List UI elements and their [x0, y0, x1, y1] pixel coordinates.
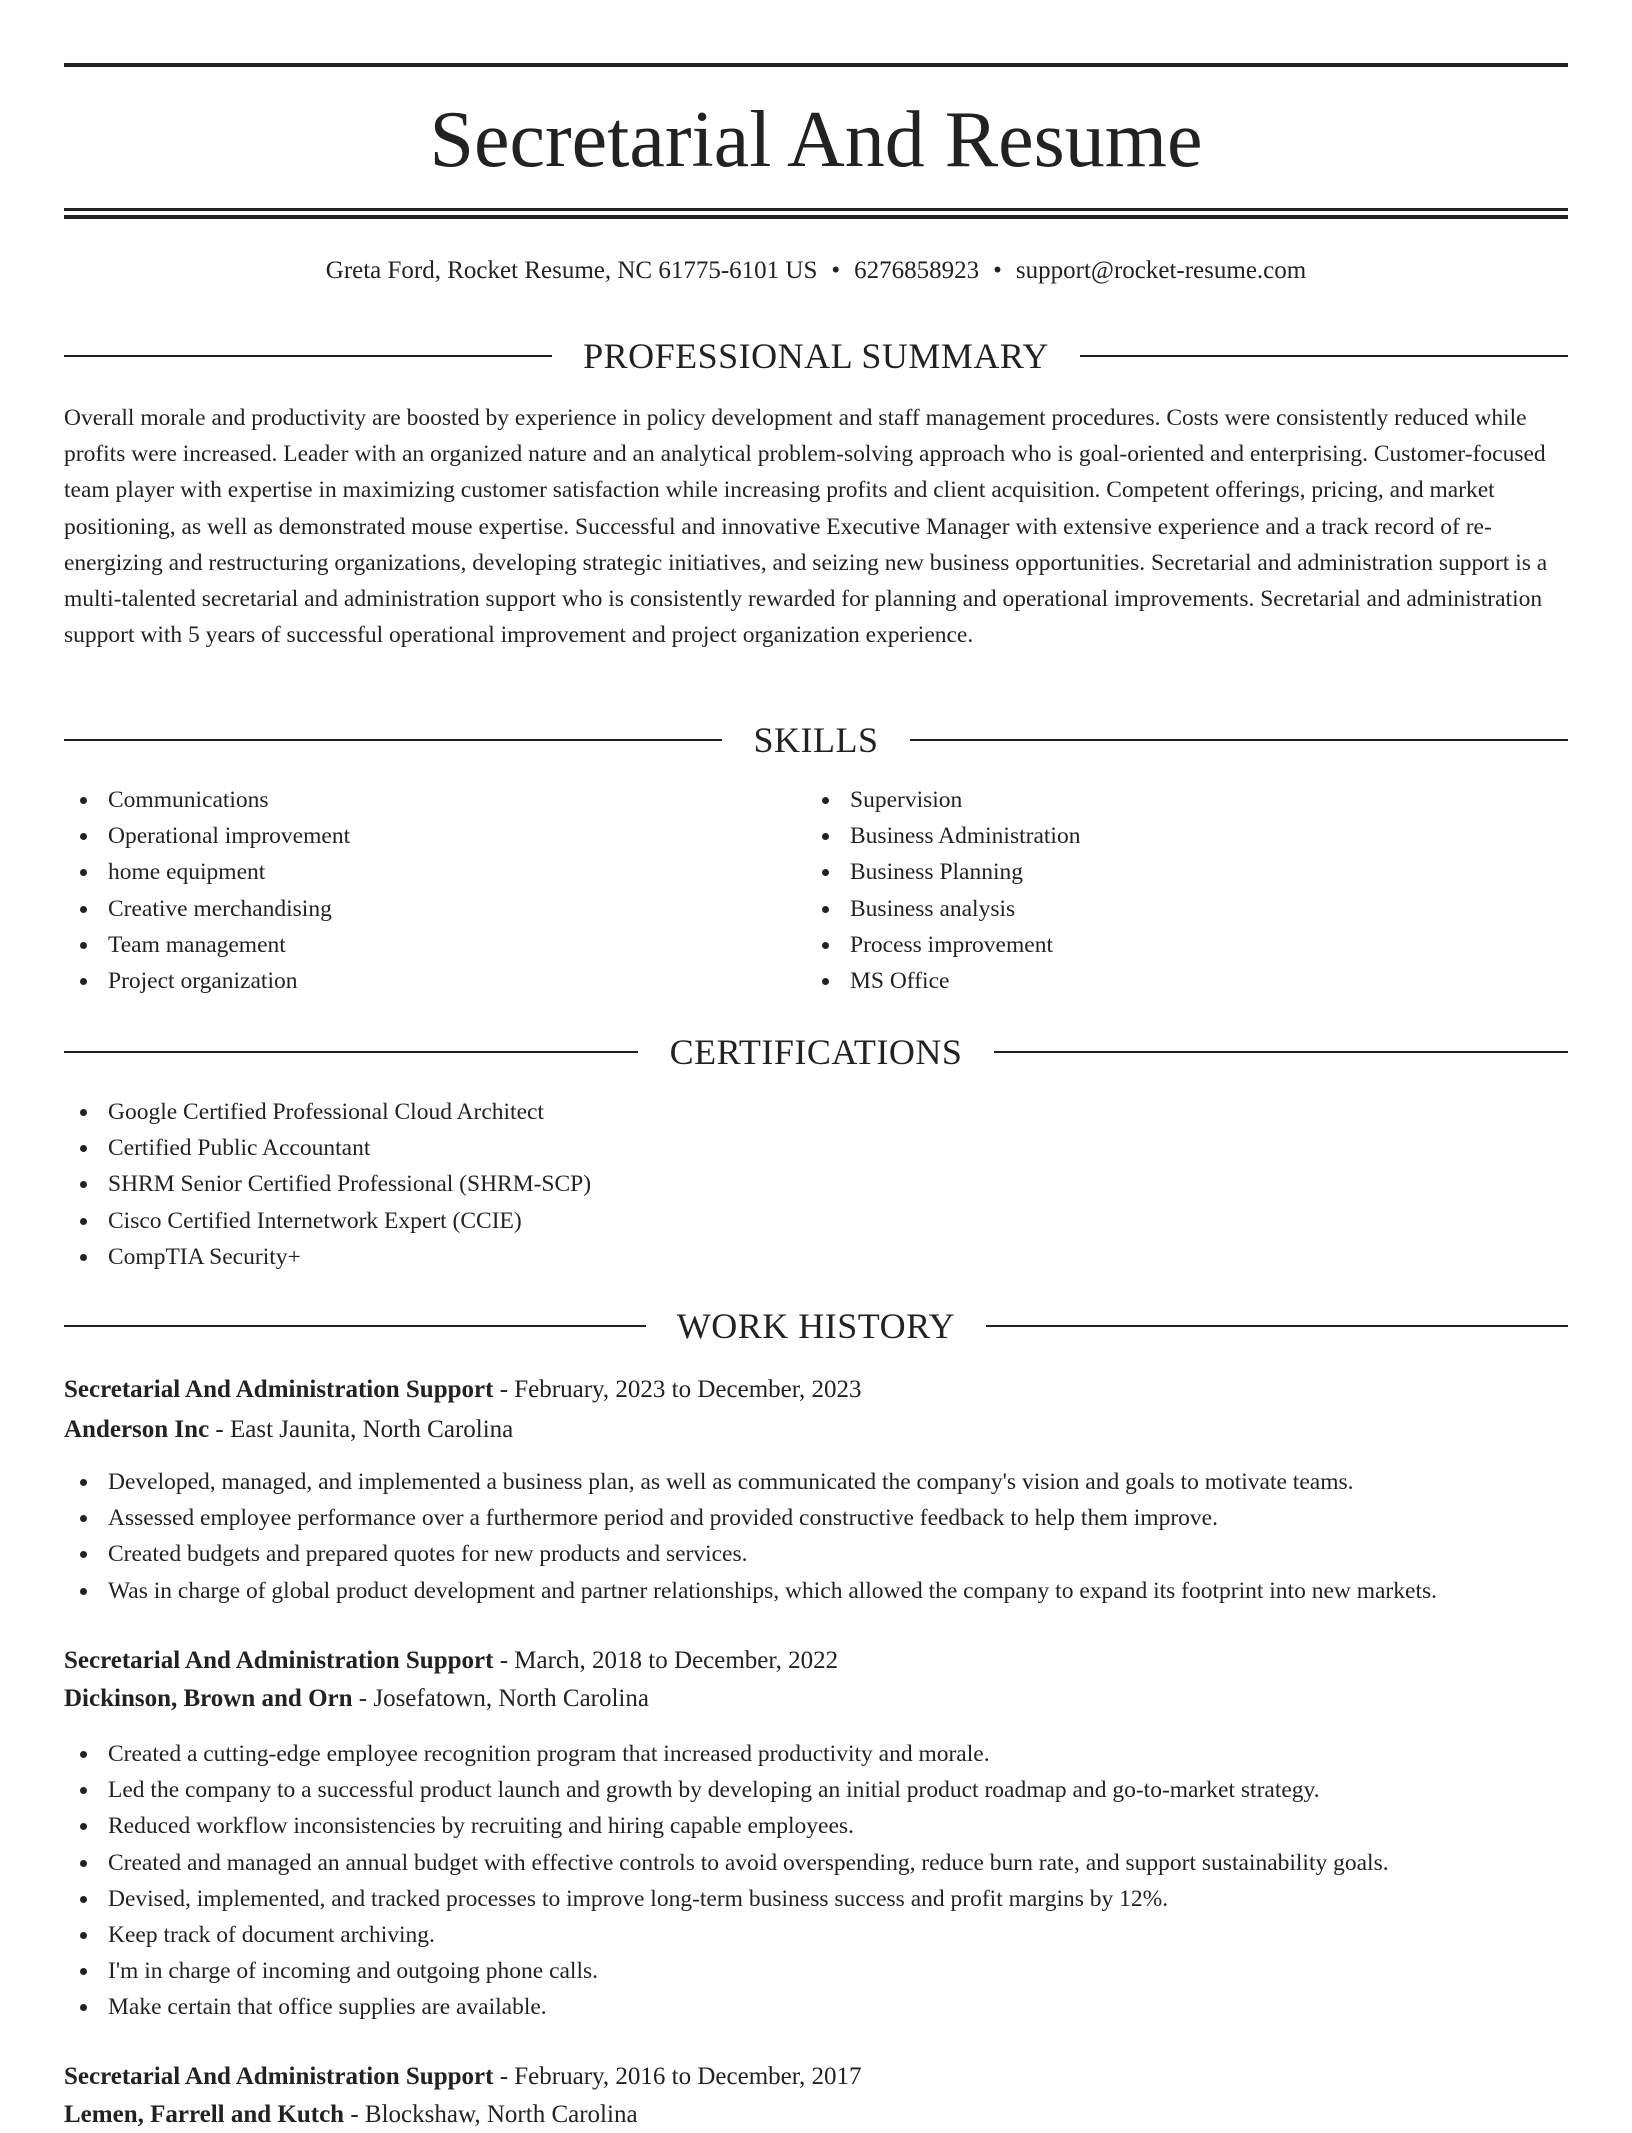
bullet-icon [80, 1109, 87, 1116]
contact-separator: • [831, 257, 841, 284]
list-item-text: Business Administration [850, 823, 1081, 850]
job-company: Lemen, Farrell and Kutch [64, 2101, 345, 2128]
job-dates: - March, 2018 to December, 2022 [493, 1647, 839, 1674]
job-title: Secretarial And Administration Support [64, 1376, 494, 1403]
list-item [806, 854, 1546, 890]
list-item [64, 854, 804, 890]
list-item-text: Led the company to a successful product launch and growth by developing an initial product roadmap and go-to-market strategy. [108, 1777, 1320, 1804]
summary-section-heading [64, 334, 1568, 378]
bullet-icon [80, 1479, 87, 1486]
list-item-text: Operational improvement [108, 823, 351, 850]
list-item [64, 1989, 1568, 2025]
bullet-icon [80, 1515, 87, 1522]
list-item-text: I'm in charge of incoming and outgoing phone calls. [108, 1958, 599, 1985]
bullet-icon [80, 1787, 87, 1794]
skills-heading-label: SKILLS [753, 720, 879, 760]
contact-phone: 6276858923 [854, 257, 980, 284]
bullet-icon [822, 833, 829, 840]
list-item [64, 818, 804, 854]
skills-column-left [64, 782, 804, 999]
list-item [806, 891, 1546, 927]
title-rule-lower [64, 215, 1568, 219]
resume-title: Secretarial And Resume [429, 96, 1203, 184]
bullet-icon [80, 1932, 87, 1939]
list-item-text: MS Office [850, 968, 950, 995]
list-item [64, 1736, 1568, 1772]
list-item [64, 963, 804, 999]
list-item-text: Reduced workflow inconsistencies by recruiting and hiring capable employees. [108, 1813, 854, 1840]
list-item [64, 927, 804, 963]
list-item-text: Was in charge of global product development and partner relationships, which allowed the company to expand its footprint into new markets. [108, 1577, 1437, 1604]
bullet-icon [80, 1860, 87, 1867]
list-item [64, 1166, 1568, 1202]
job-location: - Josefatown, North Carolina [352, 1685, 649, 1712]
job-company: Anderson Inc [64, 1416, 210, 1443]
job-bullets-block [64, 1464, 1568, 1609]
job-company: Dickinson, Brown and Orn [64, 1685, 353, 1712]
job-title: Secretarial And Administration Support [64, 1647, 494, 1674]
list-item [64, 1772, 1568, 1808]
list-item [64, 1464, 1568, 1500]
list-item-text: Developed, managed, and implemented a business plan, as well as communicated the company's vision and goals to motivate teams. [108, 1469, 1354, 1495]
bullet-icon [80, 1896, 87, 1903]
title-rule-upper [64, 208, 1568, 211]
list-item [64, 1130, 1568, 1166]
job-company-line [64, 1681, 1568, 1717]
contact-separator: • [993, 257, 1002, 284]
job-company-line [64, 1412, 1568, 1448]
bullet-icon [80, 1145, 87, 1152]
job-location: - East Jaunita, North Carolina [209, 1416, 514, 1443]
list-item-text: SHRM Senior Certified Professional (SHRM-SCP) [108, 1171, 592, 1198]
bullet-icon [80, 797, 87, 804]
list-item [64, 1953, 1568, 1989]
job-title-line [64, 1643, 1568, 1679]
certifications-heading-label: CERTIFICATIONS [669, 1032, 963, 1072]
bullet-icon [80, 1823, 87, 1830]
list-item-text: Make certain that office supplies are available. [108, 1994, 547, 2021]
list-item [64, 1881, 1568, 1917]
bullet-icon [822, 978, 829, 985]
list-item [64, 782, 804, 818]
certifications-block [64, 1094, 1568, 1275]
list-item [64, 1917, 1568, 1953]
bullet-icon [80, 869, 87, 876]
list-item [64, 891, 804, 927]
bullet-icon [80, 1751, 87, 1758]
top-rule [64, 63, 1568, 67]
job-company-line [64, 2097, 1568, 2133]
job-bullets-block [64, 1736, 1568, 2026]
list-item-text: Business Planning [850, 859, 1024, 886]
job-title-line [64, 2059, 1568, 2095]
summary-heading-label: PROFESSIONAL SUMMARY [583, 336, 1049, 376]
bullet-icon [80, 1254, 87, 1261]
list-item [64, 1239, 1568, 1275]
bullet-icon [822, 906, 829, 913]
list-item-text: Created budgets and prepared quotes for new products and services. [108, 1541, 748, 1568]
list-item [64, 1536, 1568, 1572]
bullet-icon [822, 797, 829, 804]
list-item-text: Certified Public Accountant [108, 1135, 371, 1162]
bullet-icon [80, 906, 87, 913]
list-item-text: Supervision [850, 787, 963, 813]
contact-line [64, 254, 1568, 288]
skills-list-left [64, 782, 804, 999]
list-item-text: Business analysis [850, 895, 1016, 922]
list-item-text: Cisco Certified Internetwork Expert (CCIE) [108, 1207, 522, 1234]
list-item-text: Keep track of document archiving. [108, 1922, 435, 1949]
list-item [64, 1203, 1568, 1239]
job-bullet-list [64, 1464, 1568, 1609]
work-section-heading [64, 1304, 1568, 1348]
job-title-line [64, 1372, 1568, 1408]
bullet-icon [80, 978, 87, 985]
bullet-icon [80, 1551, 87, 1558]
list-item-text: Creative merchandising [108, 895, 332, 922]
list-item [806, 818, 1546, 854]
list-item [806, 782, 1546, 818]
bullet-icon [80, 833, 87, 840]
job-dates: - February, 2016 to December, 2017 [493, 2063, 862, 2090]
summary-text: Overall morale and productivity are boosted by experience in policy development and staff management procedures. Costs were consistently reduced while profits were increased. Leader with an organized nature and an analytical problem-solving approach who is goal-oriented and enterprising. Customer-focused team player with expertise in maximizing customer satisfaction while increasing profits and client acquisition. Competent offerings, pricing, and market positioning, as well as demonstrated mouse expertise. Successful and innovative Executive Manager with extensive experience and a track record of re-energizing and restructuring organizations, developing strategic initiatives, and seizing new business opportunities. Secretarial and administration support is a multi-talented secretarial and administration support who is consistently rewarded for planning and operational improvements. Secretarial and administration support with 5 years of successful operational improvement and project organization experience. [64, 405, 1548, 649]
list-item [64, 1573, 1568, 1609]
list-item [64, 1845, 1568, 1881]
list-item-text: Process improvement [850, 931, 1053, 958]
certifications-section-heading [64, 1030, 1568, 1074]
job-dates: - February, 2023 to December, 2023 [493, 1376, 862, 1403]
certifications-list [64, 1094, 1568, 1275]
list-item-text: Assessed employee performance over a furthermore period and provided constructive feedback to help them improve. [108, 1505, 1218, 1532]
bullet-icon [822, 942, 829, 949]
bullet-icon [822, 869, 829, 876]
list-item-text: Project organization [108, 968, 298, 995]
list-item-text: Communications [108, 787, 269, 813]
list-item-text: Devised, implemented, and tracked processes to improve long-term business success and profit margins by 12%. [108, 1885, 1169, 1912]
skills-column-right [806, 782, 1546, 999]
contact-address: Greta Ford, Rocket Resume, NC 61775-6101 US [325, 257, 818, 284]
job-location: - Blockshaw, North Carolina [344, 2101, 638, 2128]
bullet-icon [80, 1218, 87, 1225]
job-bullet-list [64, 1736, 1568, 2026]
list-item [64, 1500, 1568, 1536]
job-title: Secretarial And Administration Support [64, 2063, 494, 2090]
bullet-icon [80, 1968, 87, 1975]
list-item-text: Created a cutting-edge employee recognition program that increased productivity and morale. [108, 1741, 990, 1767]
bullet-icon [80, 1181, 87, 1188]
bullet-icon [80, 2004, 87, 2011]
list-item [806, 927, 1546, 963]
list-item-text: CompTIA Security+ [108, 1243, 301, 1270]
skills-section-heading [64, 718, 1568, 762]
list-item [806, 963, 1546, 999]
list-item-text: home equipment [108, 859, 266, 886]
list-item [64, 1808, 1568, 1844]
list-item-text: Google Certified Professional Cloud Architect [108, 1099, 544, 1125]
list-item [64, 1094, 1568, 1130]
work-heading-label: WORK HISTORY [676, 1306, 956, 1346]
list-item-text: Created and managed an annual budget with effective controls to avoid overspending, reduce burn rate, and support sustainability goals. [108, 1849, 1389, 1876]
contact-email: support@rocket-resume.com [1015, 257, 1307, 284]
list-item-text: Team management [108, 931, 286, 958]
bullet-icon [80, 942, 87, 949]
bullet-icon [80, 1588, 87, 1595]
skills-list-right [806, 782, 1546, 999]
